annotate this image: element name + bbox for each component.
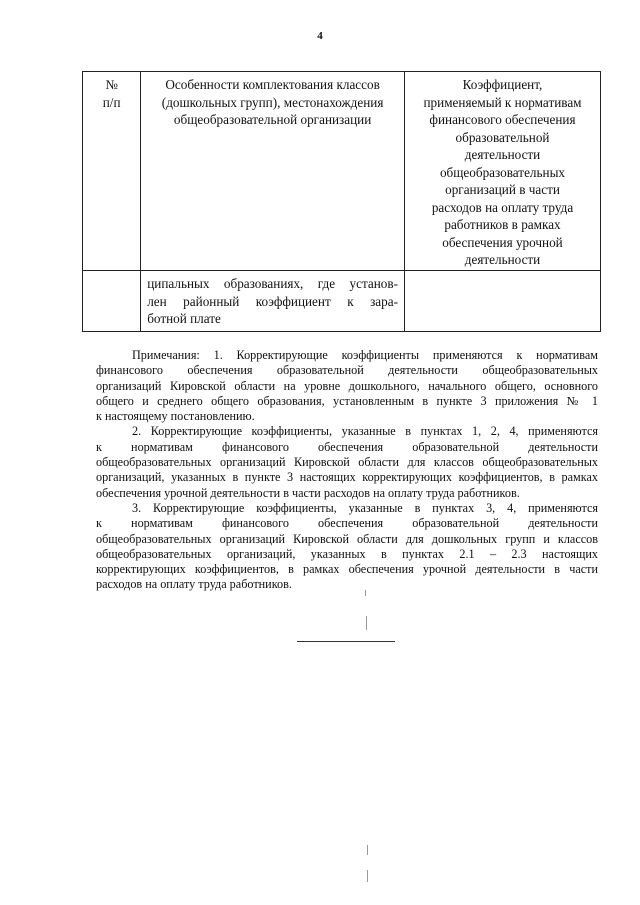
note-line: Примечания: 1. Корректирующие коэффициенты применяются к нормативам — [132, 348, 598, 362]
header-coefficient-line: работников в рамках — [444, 217, 561, 232]
note-line: 2. Корректирующие коэффициенты, указанные в пунктах 1, 2, 4, применяются — [132, 424, 598, 439]
header-coefficient-line: расходов на оплату труда — [431, 199, 574, 215]
header-coefficient-line: применяемый к нормативам — [423, 94, 582, 110]
note-line: расходов на оплату труда работников. — [96, 577, 292, 592]
note-line: к нормативам финансового обеспечения образовательной деятельности — [96, 439, 598, 454]
page-number: 4 — [317, 30, 323, 42]
notes-section — [96, 348, 598, 593]
row-coefficient-cell — [405, 271, 601, 332]
header-coefficient-line: деятельности — [464, 252, 541, 267]
header-coefficient-cell — [405, 72, 601, 271]
note-line: организаций Кировской области на уровне дошкольного, начального общего, основного — [96, 378, 598, 393]
note-line: к настоящему постановлению. — [96, 409, 255, 424]
row-features-line: ципальных образованиях, где установ- — [147, 276, 398, 291]
table-row — [83, 271, 601, 332]
scan-artifact — [367, 870, 368, 882]
note-line: финансового обеспечения образовательной деятельности общеобразовательных — [96, 363, 598, 378]
row-number-cell — [83, 271, 141, 332]
note-line: общего и среднего общего образования, установленным в пункте 3 приложения № 1 — [96, 393, 598, 408]
note-line: корректирующих коэффициентов, в рамках обеспечения урочной деятельности в части — [96, 562, 598, 577]
header-number-abbr: п/п — [102, 94, 121, 110]
note-line: общеобразовательных организаций Кировской области для классов общеобразовательных — [96, 455, 598, 470]
end-divider-line — [297, 641, 395, 642]
row-features-line: лен районный коэффициент к зара- — [147, 293, 398, 309]
note-line: общеобразовательных организаций, указанных в пунктах 2.1 – 2.3 настоящих — [96, 546, 598, 561]
header-coefficient-line: деятельности — [464, 147, 541, 162]
header-coefficient-line: финансового обеспечения — [429, 112, 576, 127]
scan-artifact — [367, 845, 368, 855]
header-coefficient-line: обеспечения урочной — [442, 234, 563, 250]
scan-artifact — [365, 590, 366, 596]
table-header-row — [83, 72, 601, 271]
header-coefficient-line: Коэффициент, — [462, 77, 543, 92]
header-features-line: Особенности комплектования классов — [165, 77, 380, 92]
coefficient-table — [82, 71, 601, 332]
note-2 — [96, 424, 598, 500]
header-features-line: (дошкольных групп), местонахождения — [161, 94, 384, 110]
note-1 — [96, 348, 598, 424]
note-3 — [96, 501, 598, 593]
note-line: общеобразовательных организаций Кировской области для дошкольных групп и классов — [96, 531, 598, 546]
note-line: 3. Корректирующие коэффициенты, указанные в пунктах 3, 4, применяются — [132, 500, 598, 515]
header-coefficient-line: образовательной — [455, 129, 550, 145]
header-number-cell — [83, 72, 141, 271]
scan-artifact — [366, 616, 367, 630]
header-coefficient-line: общеобразовательных — [439, 164, 566, 180]
row-features-cell — [141, 271, 405, 332]
note-line: обеспечения урочной деятельности в части расходов на оплату труда работников. — [96, 485, 520, 500]
row-features-line: ботной плате — [147, 311, 221, 326]
header-number-symbol: № — [105, 77, 118, 92]
note-line: к нормативам финансового обеспечения образовательной деятельности — [96, 516, 598, 531]
header-coefficient-line: организаций в части — [445, 182, 560, 197]
header-features-cell — [141, 72, 405, 271]
header-features-line: общеобразовательной организации — [173, 112, 372, 127]
note-line: организаций, указанных в пункте 3 настоящих корректирующих коэффициентов, в рамках — [96, 470, 598, 485]
